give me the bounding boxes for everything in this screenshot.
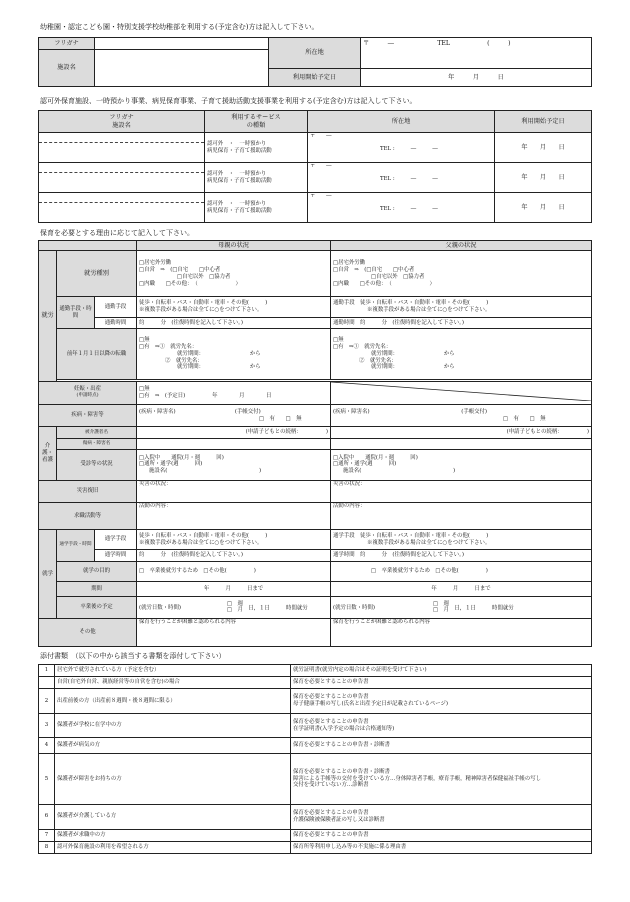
s2-col2b: の種類 bbox=[246, 121, 266, 129]
date-row1[interactable]: 年 月 日 bbox=[495, 133, 592, 163]
att-row6-num: 6 bbox=[39, 805, 55, 829]
m-illness[interactable]: (疾病・障害名) (手帳交付) □ 有 □ 無 bbox=[137, 404, 331, 427]
f-school-period[interactable]: 年 月 日まで bbox=[331, 582, 592, 596]
care-illness-label: 傷病・障害名 bbox=[57, 438, 137, 449]
m-school-time[interactable]: 約 分 (往復時間を記入して下さい。) bbox=[137, 550, 331, 561]
addr-row2-tel[interactable]: TEL : ― ― bbox=[380, 175, 438, 182]
att-row2-num: 2 bbox=[39, 689, 55, 713]
school-purpose-label: 就学の目的 bbox=[57, 561, 137, 582]
m-school-purpose[interactable]: □ 卒業後就労するため □その他( ) bbox=[137, 561, 331, 582]
furigana-field[interactable] bbox=[95, 38, 269, 50]
svc-row3-a[interactable]: 認可外 ・ 一時預かり bbox=[207, 200, 267, 207]
mother-work-type[interactable]: □居宅外労働 □自営 ⇒ (□自宅 □中心者 □自宅以外 □協力者 □内職 □その他： （ ） bbox=[137, 251, 331, 297]
reason-table bbox=[38, 240, 592, 647]
f-school-purpose[interactable]: □ 卒業後就労するため □その他( ) bbox=[331, 561, 592, 582]
f-job-search[interactable]: 活動の内容： bbox=[331, 503, 592, 530]
att-row3-doc: 保育を必要とすることの申告書 在学証明書(入学予定の場合は合格通知等) bbox=[291, 713, 592, 737]
commute-label: 通勤手段・時間 bbox=[57, 297, 95, 329]
att-row1b-case: 自営(自宅外自営、親族経営等の自営を含む)の場合 bbox=[55, 677, 291, 689]
m-commute-time-label: 通勤時間 bbox=[95, 317, 137, 328]
att-row1-num: 1 bbox=[39, 665, 55, 677]
m-care-person[interactable]: (申請子どもとの続柄： ) bbox=[137, 427, 331, 438]
att-row4-num: 4 bbox=[39, 738, 55, 754]
att-row3-num: 3 bbox=[39, 713, 55, 737]
svc-row2-b[interactable]: 病児保育・子育て援助活動 bbox=[207, 177, 272, 184]
f-care-illness[interactable] bbox=[331, 438, 592, 449]
work-label: 就労 bbox=[39, 251, 57, 381]
start-date-label: 利用開始予定日 bbox=[269, 69, 361, 87]
m-commute-means[interactable]: 徒歩・自転車・バス・自動車・電車・その他( ) ※複数手段がある場合は全てに○をつけて下さい。 bbox=[137, 297, 331, 318]
after-grad-label: 卒業後の予定 bbox=[57, 596, 137, 619]
s2-col1a: フリガナ bbox=[109, 113, 134, 121]
school-label: 就学 bbox=[39, 529, 57, 618]
f-care-person[interactable]: (申請子どもとの続柄： ) bbox=[331, 427, 592, 438]
f-school-means[interactable]: 通学手段 徒歩・自転車・バス・自動車・電車・その他( ) ※複数手段がある場合は全てに○をつけて下さい。 bbox=[331, 529, 592, 550]
furigana-label: フリガナ bbox=[39, 38, 95, 50]
kindergarten-table bbox=[38, 37, 592, 87]
date-row3[interactable]: 年 月 日 bbox=[495, 193, 592, 223]
section4-heading: 添付書類 （以下の中から該当する書類を添付して下さい） bbox=[40, 652, 226, 660]
s2-col3: 所在地 bbox=[308, 111, 495, 133]
father-work-type[interactable]: □居宅外労働 □自営 ⇒ (□自宅 □中心者 □自宅以外 □協力者 □内職 □その他： （ ） bbox=[331, 251, 592, 297]
tel-field[interactable]: TEL ( ) bbox=[437, 40, 511, 47]
addr-row1-tel[interactable]: TEL : ― ― bbox=[380, 145, 438, 152]
section2-heading: 認可外保育施設、一時預かり事業、病児保育事業、子育て援助活動支援事業を利用する(予定含む)方は記入して下さい。 bbox=[40, 97, 417, 105]
school-commute-label: 通学手段・時間 bbox=[57, 529, 95, 561]
m-job-search[interactable]: 活動の内容： bbox=[137, 503, 331, 530]
addr-row2-postal[interactable]: 〒 ― bbox=[310, 163, 332, 169]
m-care-status[interactable]: □入院中 通院(月・週 回) □通所・通学(週 回) 施設名( ) bbox=[137, 449, 331, 480]
f-care-status[interactable]: □入院中 通院(月・週 回) □通所・通学(週 回) 施設名( ) bbox=[331, 449, 592, 480]
att-row6-case: 保護者が介護している方 bbox=[55, 805, 291, 829]
mother-header: 母親の状況 bbox=[137, 241, 331, 251]
att-row7-num: 7 bbox=[39, 829, 55, 841]
pregnancy-label: 妊娠・出産 (申請時点) bbox=[39, 381, 137, 404]
att-row8-num: 8 bbox=[39, 841, 55, 853]
s2-col4: 利用開始予定日 bbox=[495, 111, 592, 133]
m-school-period[interactable]: 年 月 日まで bbox=[137, 582, 331, 596]
att-row2-doc: 保育を必要とすることの申告書 母子健康手帳の写し(氏名と出産予定日が記載されているページ) bbox=[291, 689, 592, 713]
start-date-field[interactable]: 年 月 日 bbox=[361, 69, 592, 87]
att-row2-case: 出産前後の方（出産前８週間・後８週間に限る） bbox=[55, 689, 291, 713]
att-row3-case: 保護者が学校に在学中の方 bbox=[55, 713, 291, 737]
f-commute-means[interactable]: 通勤手段 徒歩・自転車・バス・自動車・電車・その他( ) ※複数手段がある場合は全てに○をつけて下さい。 bbox=[331, 297, 592, 318]
f-prev-job[interactable]: □無 □有 ⇒① 就労先名： 就労期間： から ② 就労先名： 就労期間： から bbox=[331, 329, 592, 380]
date-row2[interactable]: 年 月 日 bbox=[495, 163, 592, 193]
addr-row1-postal[interactable]: 〒 ― bbox=[310, 133, 332, 139]
unlicensed-table bbox=[38, 110, 592, 223]
att-row7-doc: 保育を必要とすることの申告書 bbox=[291, 829, 592, 841]
prev-job-label: 前年１月１日以降の転職 bbox=[57, 329, 137, 380]
work-type-label: 就労種別 bbox=[57, 251, 137, 297]
facility-field[interactable] bbox=[95, 50, 269, 87]
m-after-grad[interactable]: (就労日数・時間) □ 週 □ 月 日，１日 時間就労 bbox=[137, 596, 331, 619]
m-pregnancy[interactable]: □無 □有 ⇒ (予定日) 年 月 日 bbox=[137, 381, 331, 404]
postal-field[interactable]: 〒 ― bbox=[363, 40, 394, 47]
addr-row3-postal[interactable]: 〒 ― bbox=[310, 193, 332, 199]
f-illness[interactable]: (疾病・障害名) (手帳交付) □ 有 □ 無 bbox=[331, 404, 592, 427]
job-search-label: 求職活動等 bbox=[39, 503, 137, 530]
m-care-illness[interactable] bbox=[137, 438, 331, 449]
care-status-label: 受診等の状況 bbox=[57, 449, 137, 480]
att-row5-num: 5 bbox=[39, 753, 55, 804]
att-row1-case: 居宅外で就労されている方（予定を含む） bbox=[55, 665, 291, 677]
care-person-label: 被介護者名 bbox=[57, 427, 137, 438]
illness-label: 疾病・障害等 bbox=[39, 404, 137, 427]
att-row6-doc: 保育を必要とすることの申告書 介護保険被保険者証の写し又は診断書 bbox=[291, 805, 592, 829]
f-school-time[interactable]: 通学時間 約 分 (往復時間を記入して下さい。) bbox=[331, 550, 592, 561]
att-row1-doc: 就労証明書(就労内定の場合はその証明を受けて下さい) bbox=[291, 665, 592, 677]
location-label: 所在地 bbox=[269, 38, 361, 69]
f-disaster[interactable]: 災害の状況： bbox=[331, 480, 592, 503]
section3-heading: 保育を必要とする理由に応じて記入して下さい。 bbox=[40, 229, 194, 237]
f-commute-time[interactable]: 通勤時間 約 分 (往復時間を記入して下さい。) bbox=[331, 317, 592, 328]
m-prev-job[interactable]: □無 □有 ⇒① 就労先名： 就労期間： から ② 就労先名： 就労期間： から bbox=[137, 329, 331, 380]
f-after-grad[interactable]: (就労日数・時間) □ 週 □ 月 日，１日 時間就労 bbox=[331, 596, 592, 619]
diagonal-strike bbox=[331, 382, 591, 401]
addr-row3-tel[interactable]: TEL : ― ― bbox=[380, 205, 438, 212]
svc-row3-b[interactable]: 病児保育・子育て援助活動 bbox=[207, 207, 272, 214]
father-header: 父親の状況 bbox=[331, 241, 592, 251]
m-disaster[interactable]: 災害の状況： bbox=[137, 480, 331, 503]
m-commute-means-label: 通勤手段 bbox=[95, 297, 137, 318]
f-pregnancy-na bbox=[331, 381, 592, 404]
m-school-means[interactable]: 徒歩・自転車・バス・自動車・電車・その他( ) ※複数手段がある場合は全てに○をつけて下さい。 bbox=[137, 529, 331, 550]
s2-col1b: 施設名 bbox=[112, 121, 131, 129]
svc-row1-a[interactable]: 認可外 ・ 一時預かり bbox=[207, 140, 267, 147]
school-period-label: 期間 bbox=[57, 582, 137, 596]
other-label: その他 bbox=[39, 619, 137, 647]
f-other[interactable]: 保育を行うことが困難と認められる内容 bbox=[331, 619, 592, 647]
m-school-time-label: 通学時間 bbox=[95, 550, 137, 561]
disaster-label: 災害復旧 bbox=[39, 480, 137, 503]
m-other[interactable]: 保育を行うことが困難と認められる内容 bbox=[137, 619, 331, 647]
care-label: 介護・看護 bbox=[39, 427, 57, 480]
att-row1b-doc: 保育を必要とすることの申告書 bbox=[291, 677, 592, 689]
svc-row2-a[interactable]: 認可外 ・ 一時預かり bbox=[207, 170, 267, 177]
s2-col2a: 利用するサービス bbox=[231, 113, 281, 121]
att-row1b-num bbox=[39, 677, 55, 689]
m-commute-time[interactable]: 約 分 (往復時間を記入して下さい。) bbox=[137, 317, 331, 328]
att-row5-case: 保護者が障害をお持ちの方 bbox=[55, 753, 291, 804]
att-row8-case: 認可外保育施設の利用を希望される方 bbox=[55, 841, 291, 853]
att-row4-case: 保護者が病気の方 bbox=[55, 738, 291, 754]
att-row4-doc: 保育を必要とすることの申告書・診断書 bbox=[291, 738, 592, 754]
att-row8-doc: 保育所等利用申し込み等の不実施に係る理由書 bbox=[291, 841, 592, 853]
attachments-table bbox=[38, 664, 592, 854]
m-school-means-label: 通学手段 bbox=[95, 529, 137, 550]
att-row5-doc: 保育を必要とすることの申告書・診断書 障害による手帳等の交付を受けている方…身体障害者手帳，療育手帳，精神障害者保健福祉手帳の写し 交付を受けていない方…診断書 bbox=[291, 753, 592, 804]
att-row7-case: 保護者が求職中の方 bbox=[55, 829, 291, 841]
svc-row1-b[interactable]: 病児保育・子育て援助活動 bbox=[207, 147, 272, 154]
section1-heading: 幼稚園・認定こども園・特別支援学校幼稚部を利用する(予定含む)方は記入して下さい。 bbox=[40, 23, 319, 31]
facility-label: 施設名 bbox=[39, 50, 95, 87]
